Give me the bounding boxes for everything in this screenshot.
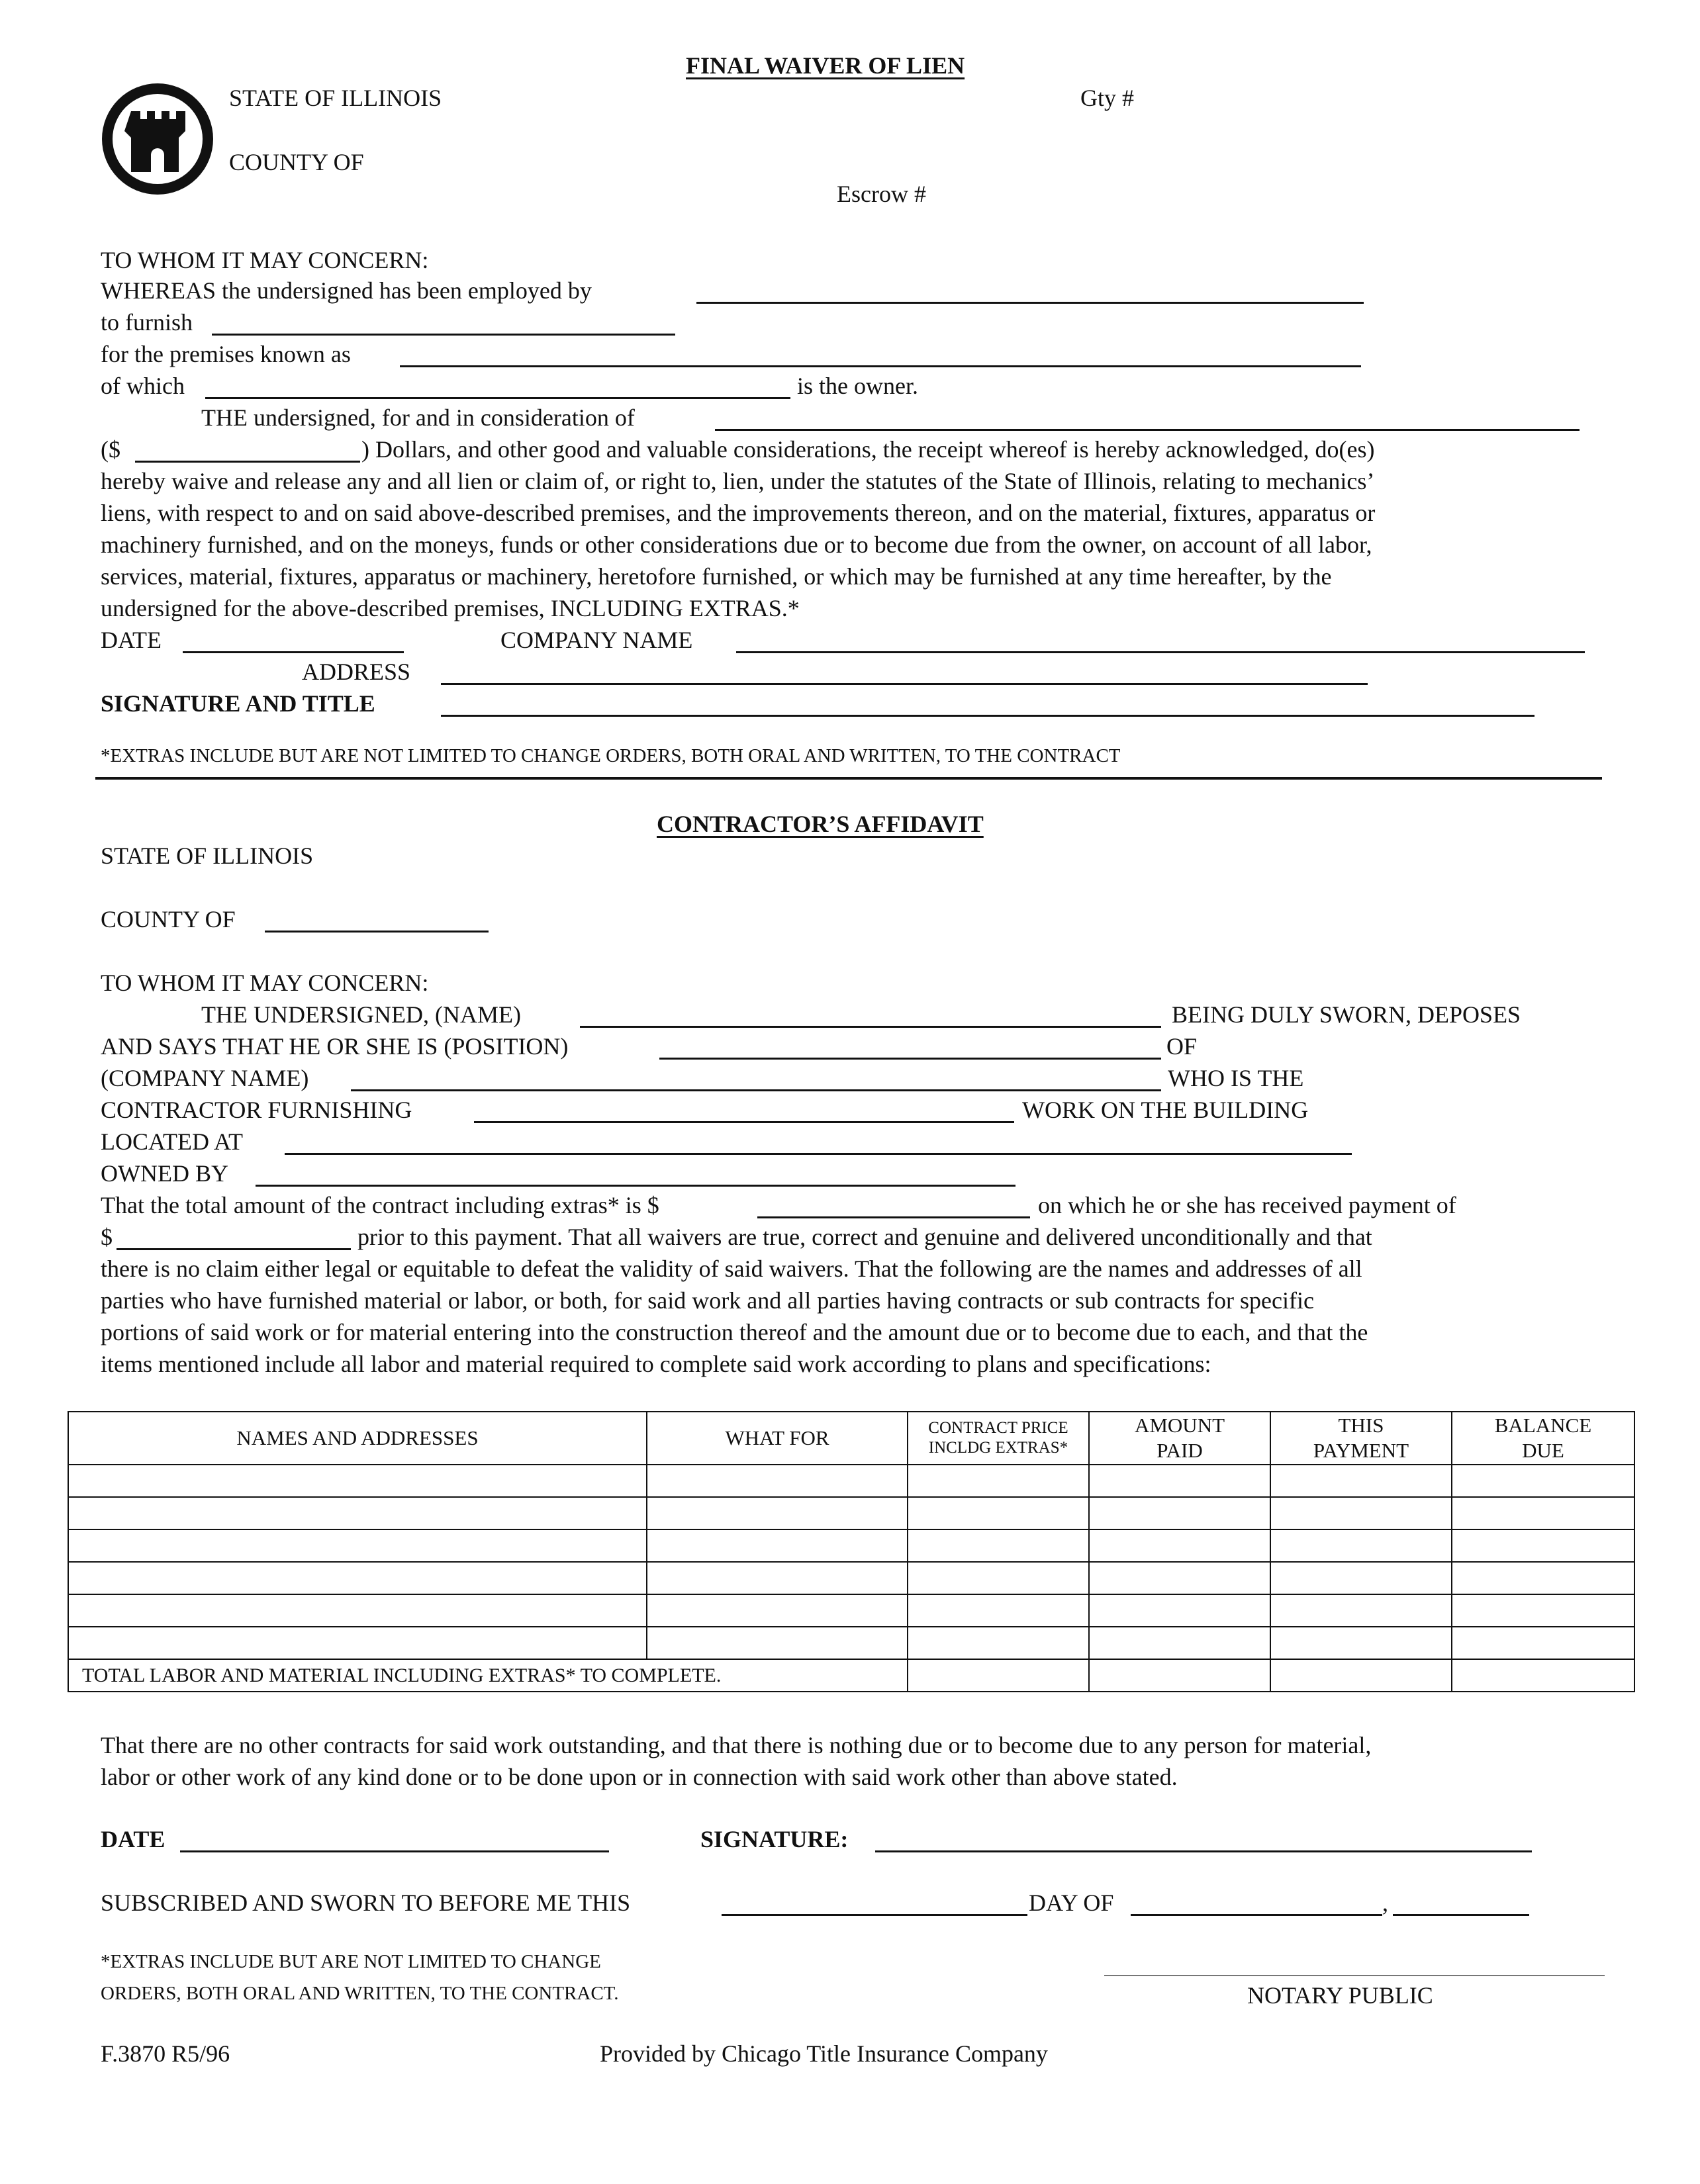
waiver-body-line-2: hereby waive and release any and all lien or claim of, or right to, lien, under the statutes of the State of Illinois, relating to mechanics’	[101, 468, 1375, 494]
total-label: TOTAL LABOR AND MATERIAL INCLUDING EXTRAS* TO COMPLETE.	[68, 1659, 908, 1692]
affidavit-signature-label: SIGNATURE:	[700, 1826, 849, 1852]
of-label: OF	[1166, 1033, 1198, 1060]
affidavit-company-field[interactable]	[351, 1089, 1161, 1091]
waiver-extras-note: *EXTRAS INCLUDE BUT ARE NOT LIMITED TO CHANGE ORDERS, BOTH ORAL AND WRITTEN, TO THE CONTRACT	[101, 745, 1121, 766]
contract-price-header	[908, 1412, 1089, 1465]
subscribed-month-field[interactable]	[1131, 1914, 1382, 1916]
undersigned-name-label: THE UNDERSIGNED, (NAME)	[201, 1001, 521, 1028]
affidavit-signature-field[interactable]	[875, 1850, 1532, 1852]
table-cell[interactable]	[647, 1465, 908, 1497]
gty-label: Gty #	[1080, 85, 1134, 111]
address-field[interactable]	[441, 683, 1368, 685]
work-on-building-label: WORK ON THE BUILDING	[1022, 1097, 1309, 1123]
payment-table	[68, 1411, 1635, 1692]
amount-paid-header	[1089, 1412, 1270, 1465]
waiver-body-line-1: ) Dollars, and other good and valuable considerations, the receipt whereof is hereby acknowledged, do(es)	[361, 436, 1375, 463]
table-cell[interactable]	[1270, 1497, 1452, 1529]
waiver-state: STATE OF ILLINOIS	[229, 85, 442, 111]
owned-by-label: OWNED BY	[101, 1160, 228, 1187]
table-cell[interactable]	[908, 1465, 1089, 1497]
table-cell[interactable]	[908, 1497, 1089, 1529]
affidavit-county-field[interactable]	[265, 931, 489, 933]
signature-title-label: SIGNATURE AND TITLE	[101, 690, 375, 717]
located-at-field[interactable]	[285, 1153, 1352, 1155]
table-row	[68, 1562, 1634, 1594]
total-balance-due-cell[interactable]	[1452, 1659, 1634, 1692]
affidavit-to-whom: TO WHOM IT MAY CONCERN:	[101, 970, 429, 996]
table-total-row	[68, 1659, 1634, 1692]
this-payment-header	[1270, 1412, 1452, 1465]
table-cell[interactable]	[1089, 1627, 1270, 1659]
affiant-name-field[interactable]	[580, 1026, 1161, 1028]
table-header-row	[68, 1412, 1634, 1465]
table-cell[interactable]	[68, 1562, 647, 1594]
affidavit-body-line-4: items mentioned include all labor and material required to complete said work according to plans and specifications:	[101, 1351, 1211, 1377]
says-position-label: AND SAYS THAT HE OR SHE IS (POSITION)	[101, 1033, 569, 1060]
received-payment-label: on which he or she has received payment of	[1038, 1192, 1456, 1218]
total-amount-label: That the total amount of the contract including extras* is $	[101, 1192, 659, 1218]
table-cell[interactable]	[1089, 1594, 1270, 1627]
table-cell[interactable]	[1089, 1529, 1270, 1562]
table-cell[interactable]	[908, 1529, 1089, 1562]
waiver-date-field[interactable]	[183, 651, 404, 653]
table-cell[interactable]	[1089, 1465, 1270, 1497]
located-at-label: LOCATED AT	[101, 1128, 243, 1155]
table-cell[interactable]	[68, 1529, 647, 1562]
table-row	[68, 1465, 1634, 1497]
consideration-label: THE undersigned, for and in consideration of	[201, 404, 635, 431]
waiver-title: FINAL WAIVER OF LIEN	[686, 52, 965, 79]
total-contract-cell[interactable]	[908, 1659, 1089, 1692]
affidavit-body-line-3: portions of said work or for material entering into the construction thereof and the amount due or to become due to each, and that the	[101, 1319, 1368, 1345]
affidavit-body-line-2: parties who have furnished material or labor, or both, for said work and all parties having contracts or sub contracts for specific	[101, 1287, 1314, 1314]
contract-price-header-line-1: CONTRACT PRICE	[928, 1419, 1068, 1437]
table-cell[interactable]	[1452, 1562, 1634, 1594]
contractor-furnishing-label: CONTRACTOR FURNISHING	[101, 1097, 412, 1123]
affidavit-state: STATE OF ILLINOIS	[101, 842, 314, 869]
to-furnish-label: to furnish	[101, 309, 193, 336]
dollar-amount-field[interactable]	[135, 461, 360, 463]
amount-paid-header-line-2: PAID	[1157, 1439, 1203, 1462]
table-cell[interactable]	[647, 1529, 908, 1562]
closing-line-1: That there are no other contracts for said work outstanding, and that there is nothing due or to become due to any person for material,	[101, 1732, 1372, 1758]
balance-due-header-line-2: DUE	[1522, 1439, 1564, 1462]
owner-field[interactable]	[205, 397, 790, 399]
what-for-header: WHAT FOR	[647, 1412, 908, 1465]
table-cell[interactable]	[68, 1594, 647, 1627]
contract-total-field[interactable]	[757, 1216, 1030, 1218]
waiver-body-line-5: services, material, fixtures, apparatus or machinery, heretofore furnished, or which may be furnished at any time hereafter, by the	[101, 563, 1332, 590]
waiver-county: COUNTY OF	[229, 149, 364, 175]
table-cell[interactable]	[1089, 1562, 1270, 1594]
balance-due-header	[1452, 1412, 1634, 1465]
signature-title-field[interactable]	[441, 715, 1535, 717]
table-cell[interactable]	[908, 1562, 1089, 1594]
who-is-label: WHO IS THE	[1168, 1065, 1304, 1091]
contract-price-header-line-2: INCLDG EXTRAS*	[928, 1439, 1068, 1457]
premises-field[interactable]	[400, 365, 1361, 367]
table-cell[interactable]	[647, 1562, 908, 1594]
company-name-field[interactable]	[736, 651, 1585, 653]
table-cell[interactable]	[908, 1594, 1089, 1627]
being-sworn-label: BEING DULY SWORN, DEPOSES	[1172, 1001, 1521, 1028]
chicago-title-tower-logo-icon	[98, 79, 217, 199]
subscribed-year-field[interactable]	[1393, 1914, 1529, 1916]
table-cell[interactable]	[1452, 1465, 1634, 1497]
position-field[interactable]	[659, 1058, 1161, 1060]
table-cell[interactable]	[1452, 1529, 1634, 1562]
total-amount-paid-cell[interactable]	[1089, 1659, 1270, 1692]
table-cell[interactable]	[647, 1594, 908, 1627]
this-payment-header-line-2: PAYMENT	[1313, 1439, 1409, 1462]
subscribed-day-field[interactable]	[722, 1914, 1027, 1916]
form-number: F.3870 R5/96	[101, 2040, 230, 2067]
table-cell[interactable]	[647, 1497, 908, 1529]
waiver-to-whom: TO WHOM IT MAY CONCERN:	[101, 247, 429, 273]
employed-by-field[interactable]	[696, 302, 1364, 304]
table-cell[interactable]	[1270, 1465, 1452, 1497]
affidavit-title: CONTRACTOR’S AFFIDAVIT	[657, 811, 984, 837]
provided-by: Provided by Chicago Title Insurance Company	[600, 2040, 1048, 2067]
escrow-label: Escrow #	[837, 181, 926, 207]
table-cell[interactable]	[1270, 1529, 1452, 1562]
subscribed-label: SUBSCRIBED AND SWORN TO BEFORE ME THIS	[101, 1889, 631, 1916]
address-label: ADDRESS	[302, 659, 411, 685]
affidavit-body-line-1: there is no claim either legal or equitable to defeat the validity of said waivers. That the following are the names and addresses of all	[101, 1255, 1362, 1282]
consideration-field[interactable]	[715, 429, 1580, 431]
date-comma: ,	[1382, 1889, 1388, 1916]
affidavit-extras-note-2: ORDERS, BOTH ORAL AND WRITTEN, TO THE CONTRACT.	[101, 1983, 619, 2004]
waiver-body-line-4: machinery furnished, and on the moneys, funds or other considerations due or to become due from the owner, on account of all labor,	[101, 531, 1372, 558]
table-cell[interactable]	[1089, 1497, 1270, 1529]
of-which-label: of which	[101, 373, 185, 399]
dollar-open: ($	[101, 436, 120, 463]
furnishing-field[interactable]	[474, 1121, 1014, 1123]
this-payment-header-line-1: THIS	[1338, 1414, 1384, 1437]
closing-line-2: labor or other work of any kind done or to be done upon or in connection with said work other than above stated.	[101, 1764, 1178, 1790]
amount-paid-header-line-1: AMOUNT	[1134, 1414, 1225, 1437]
table-cell[interactable]	[68, 1465, 647, 1497]
waiver-date-label: DATE	[101, 627, 162, 653]
table-cell[interactable]	[1452, 1627, 1634, 1659]
prior-payment-field[interactable]	[117, 1248, 351, 1250]
owned-by-field[interactable]	[256, 1185, 1015, 1187]
is-owner-label: is the owner.	[797, 373, 918, 399]
table-row	[68, 1627, 1634, 1659]
table-cell[interactable]	[1270, 1562, 1452, 1594]
prior-payment-text: prior to this payment. That all waivers are true, correct and genuine and delivered unconditionally and that	[357, 1224, 1372, 1250]
affidavit-county-label: COUNTY OF	[101, 906, 236, 933]
table-cell[interactable]	[68, 1627, 647, 1659]
names-addresses-header: NAMES AND ADDRESSES	[68, 1412, 647, 1465]
furnish-field[interactable]	[212, 334, 675, 336]
notary-public-label: NOTARY PUBLIC	[1247, 1982, 1433, 2009]
table-row	[68, 1497, 1634, 1529]
premises-label: for the premises known as	[101, 341, 351, 367]
prior-dollar-label: $	[101, 1224, 113, 1250]
company-name-label: COMPANY NAME	[500, 627, 693, 653]
table-cell[interactable]	[1452, 1594, 1634, 1627]
affidavit-company-label: (COMPANY NAME)	[101, 1065, 309, 1091]
affidavit-date-field[interactable]	[180, 1850, 609, 1852]
day-of-label: DAY OF	[1029, 1889, 1114, 1916]
table-cell[interactable]	[68, 1497, 647, 1529]
table-row	[68, 1529, 1634, 1562]
table-cell[interactable]	[647, 1627, 908, 1659]
whereas-label: WHEREAS the undersigned has been employed by	[101, 277, 592, 304]
table-cell[interactable]	[908, 1627, 1089, 1659]
waiver-body-line-3: liens, with respect to and on said above-described premises, and the improvements thereon, and on the material, fixtures, apparatus or	[101, 500, 1376, 526]
balance-due-header-line-1: BALANCE	[1494, 1414, 1592, 1437]
table-cell[interactable]	[1270, 1594, 1452, 1627]
waiver-body-line-6: undersigned for the above-described premises, INCLUDING EXTRAS.*	[101, 595, 800, 621]
notary-signature-field[interactable]	[1104, 1975, 1605, 1976]
total-this-payment-cell[interactable]	[1270, 1659, 1452, 1692]
affidavit-date-label: DATE	[101, 1826, 165, 1852]
table-row	[68, 1594, 1634, 1627]
table-cell[interactable]	[1270, 1627, 1452, 1659]
section-divider	[95, 777, 1602, 780]
table-cell[interactable]	[1452, 1497, 1634, 1529]
affidavit-extras-note-1: *EXTRAS INCLUDE BUT ARE NOT LIMITED TO CHANGE	[101, 1951, 601, 1972]
